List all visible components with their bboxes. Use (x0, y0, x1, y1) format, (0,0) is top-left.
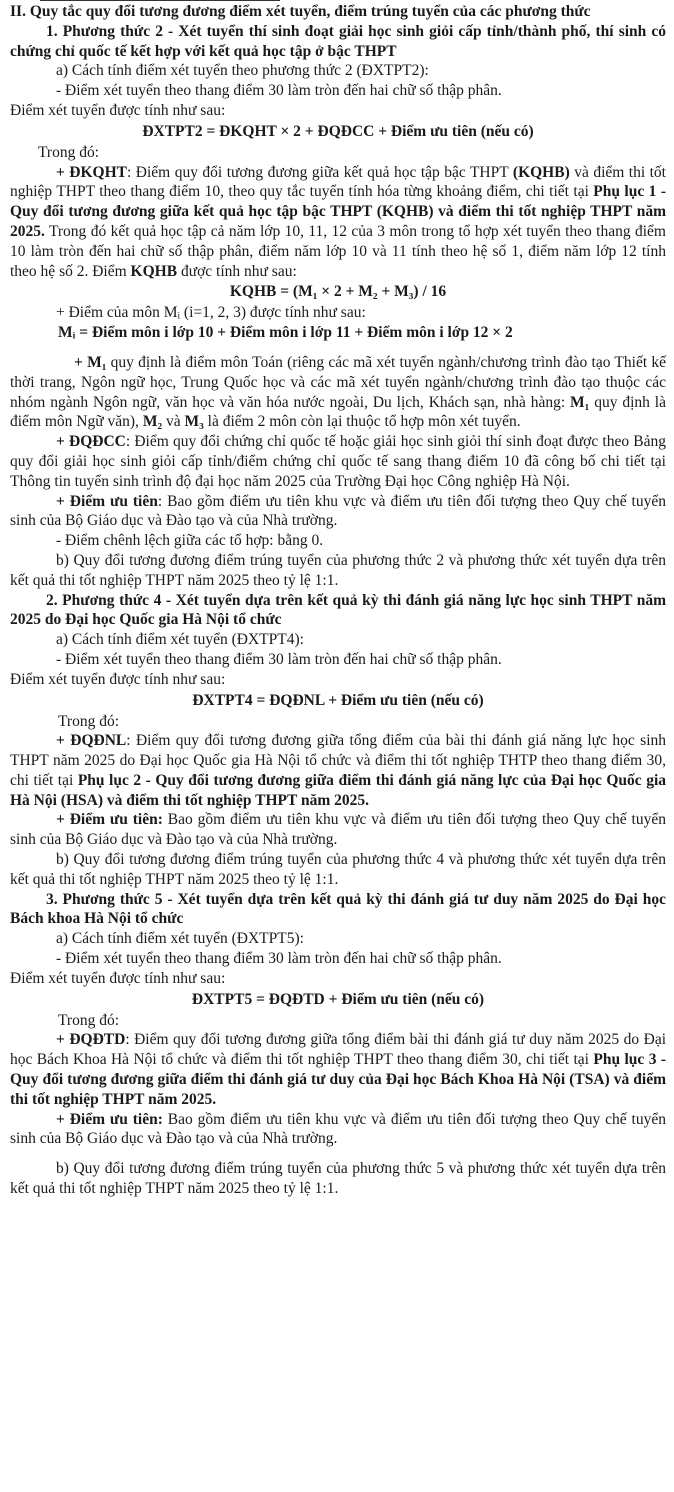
pt5-a-title: a) Cách tính điểm xét tuyển (ĐXTPT5): (56, 930, 304, 948)
pt2-priority-paragraph: + Điểm ưu tiên: Bao gồm điểm ưu tiên khu vực và điểm ưu tiên đối tượng theo Quy chế tuyển sinh của Bộ Giáo dục và Đào tạo và của Nhà trường. (10, 492, 666, 530)
pt2-calc-intro: Điểm xét tuyển được tính như sau: (10, 101, 226, 119)
pt2-where: Trong đó: (38, 143, 100, 161)
kqhb-formula: KQHB = (M₁ × 2 + M₂ + M₃) / 16 (229, 283, 447, 301)
mi-formula: Mᵢ = Điểm môn i lớp 10 + Điểm môn i lớp 11 + Điểm môn i lớp 12 × 2 (58, 324, 513, 342)
dqdcc-paragraph: + ĐQĐCC: Điểm quy đổi chứng chỉ quốc tế hoặc giải học sinh giỏi thí sinh đoạt được theo Bảng quy đổi giải học sinh giỏi cấp tỉnh/điểm chứng chỉ quốc tế sang thang điểm 10 đã công bố chi tiết tại Thông tin tuyển sinh trình độ đại học năm 2025 của Trường Đại học Công nghiệp Hà Nội. (10, 433, 666, 490)
pt4-heading: 2. Phương thức 4 - Xét tuyển dựa trên kết quả kỳ thi đánh giá năng lực học sinh THPT năm 2025 do Đại học Quốc gia Hà Nội tổ chức (10, 591, 666, 629)
pt5-scale: - Điểm xét tuyển theo thang điểm 30 làm tròn đến hai chữ số thập phân. (56, 950, 502, 968)
dqdnl-paragraph: + ĐQĐNL: Điểm quy đổi tương đương giữa tổng điểm của bài thi đánh giá năng lực học sinh THPT năm 2025 do Đại học Quốc gia Hà Nội tổ chức và điểm thi tốt nghiệp THTP theo thang điểm 30, chi tiết tại Phụ lục 2 - Quy đổi tương đương giữa điểm thi đánh giá năng lực của Đại học Quốc gia Hà Nội (HSA) và điểm thi tốt nghiệp THPT năm 2025. (10, 732, 667, 809)
m1-paragraph: + M₁ quy định là điểm môn Toán (riêng các mã xét tuyển ngành/chương trình đào tạo Thiết kế thời trang, Ngôn ngữ học, Trung Quốc học và các mã xét tuyển ngành/chương trình đào tạo thuộc các nhóm ngành Ngôn ngữ, văn học và văn hóa nước ngoài, Du lịch, Khách sạn, nhà hàng: M₁ quy định là điểm môn Ngữ văn), M₂ và M₃ là điểm 2 môn còn lại thuộc tổ hợp môn xét tuyển. (10, 353, 667, 431)
pt2-a-title: a) Cách tính điểm xét tuyển theo phương thức 2 (ĐXTPT2): (56, 62, 429, 80)
pt4-where: Trong đó: (58, 712, 120, 730)
mi-line: + Điểm của môn Mᵢ (i=1, 2, 3) được tính như sau: (56, 304, 366, 322)
pt4-b: b) Quy đổi tương đương điểm trúng tuyển của phương thức 4 và phương thức xét tuyển dựa trên kết quả thi tốt nghiệp THPT năm 2025 theo tỷ lệ 1:1. (10, 851, 666, 888)
pt4-scale: - Điểm xét tuyển theo thang điểm 30 làm tròn đến hai chữ số thập phân. (56, 650, 502, 668)
pt2-scale: - Điểm xét tuyển theo thang điểm 30 làm tròn đến hai chữ số thập phân. (56, 82, 502, 100)
pt5-formula: ĐXTPT5 = ĐQĐTD + Điểm ưu tiên (nếu có) (191, 990, 485, 1008)
pt2-heading: 1. Phương thức 2 - Xét tuyển thí sinh đoạt giải học sinh giỏi cấp tỉnh/thành phố, thí sinh có chứng chỉ quốc tế kết hợp với kết quả học tập ở bậc THPT (10, 22, 666, 60)
pt5-calc-intro: Điểm xét tuyển được tính như sau: (10, 969, 226, 987)
dqdtd-paragraph: + ĐQĐTD: Điểm quy đổi tương đương giữa tổng điểm bài thi đánh giá tư duy năm 2025 do Đại học Bách Khoa Hà Nội tổ chức và điểm thi tốt nghiệp THPT theo thang điểm 30, chi tiết tại Phụ lục 3 - Quy đổi tương đương giữa điểm thi đánh giá tư duy của Đại học Bách Khoa Hà Nội (TSA) và điểm thi tốt nghiệp THPT năm 2025. (10, 1031, 667, 1108)
appendix-3-ref: Phụ lục 3 - Quy đổi tương đương giữa điểm thi đánh giá tư duy của Đại học Bách Khoa Hà Nội (TSA) và điểm thi tốt nghiệp THPT năm 2025. (10, 1051, 666, 1108)
dkqht-term: + ĐKQHT (56, 163, 128, 181)
pt4-a-title: a) Cách tính điểm xét tuyển (ĐXTPT4): (56, 631, 304, 649)
section-title: II. Quy tắc quy đổi tương đương điểm xét tuyển, điểm trúng tuyển của các phương thức (10, 3, 591, 20)
pt4-formula: ĐXTPT4 = ĐQĐNL + Điểm ưu tiên (nếu có) (192, 691, 484, 709)
pt5-where: Trong đó: (58, 1011, 120, 1029)
appendix-1-ref: Phụ lục 1 - Quy đổi tương đương giữa kết quả học tập bậc THPT (KQHB) và điểm thi tốt nghiệp THPT năm 2025. (10, 183, 666, 240)
appendix-2-ref: Phụ lục 2 - Quy đổi tương đương giữa điểm thi đánh giá năng lực của Đại học Quốc gia Hà Nội (HSA) và điểm thi tốt nghiệp THPT năm 2025. (10, 771, 667, 809)
pt5-heading: 3. Phương thức 5 - Xét tuyển dựa trên kết quả kỳ thi đánh giá tư duy năm 2025 do Đại học Bách khoa Hà Nội tổ chức (10, 890, 666, 928)
pt4-calc-intro: Điểm xét tuyển được tính như sau: (10, 670, 226, 688)
pt5-b: b) Quy đổi tương đương điểm trúng tuyển của phương thức 5 và phương thức xét tuyển dựa trên kết quả thi tốt nghiệp THPT năm 2025 theo tỷ lệ 1:1. (10, 1160, 666, 1198)
pt5-priority-paragraph: + Điểm ưu tiên: Bao gồm điểm ưu tiên khu vực và điểm ưu tiên đối tượng theo Quy chế tuyển sinh của Bộ Giáo dục và Đào tạo và của Nhà trường. (10, 1110, 666, 1148)
pt2-b: b) Quy đổi tương đương điểm trúng tuyển của phương thức 2 và phương thức xét tuyển dựa trên kết quả thi tốt nghiệp THPT năm 2025 theo tỷ lệ 1:1. (10, 551, 666, 589)
pt2-diff: - Điểm chênh lệch giữa các tổ hợp: bằng 0. (56, 532, 324, 550)
pt2-formula: ĐXTPT2 = ĐKQHT × 2 + ĐQĐCC + Điểm ưu tiên (nếu có) (142, 122, 534, 140)
top-divider (40, 0, 280, 1)
pt4-priority-paragraph: + Điểm ưu tiên: Bao gồm điểm ưu tiên khu vực và điểm ưu tiên đối tượng theo Quy chế tuyển sinh của Bộ Giáo dục và Đào tạo và của Nhà trường. (10, 811, 666, 849)
pt2-dkqht-paragraph: + ĐKQHT: Điểm quy đổi tương đương giữa kết quả học tập bậc THPT (KQHB) và điểm thi tốt nghiệp THPT theo thang điểm 10, theo quy tắc tuyển tính hóa từng khoảng điểm, chi tiết tại Phụ lục 1 - Quy đổi tương đương giữa kết quả học tập bậc THPT (KQHB) và điểm thi tốt nghiệp THPT năm 2025. Trong đó kết quả học tập cả năm lớp 10, 11, 12 của 3 môn trong tổ hợp xét tuyển theo thang điểm 10 làm tròn đến hai chữ số thập phân, điểm năm lớp 10 và 11 tính theo hệ số 1, điểm năm lớp 12 tính theo hệ số 2. Điểm KQHB được tính như sau: (10, 163, 666, 280)
